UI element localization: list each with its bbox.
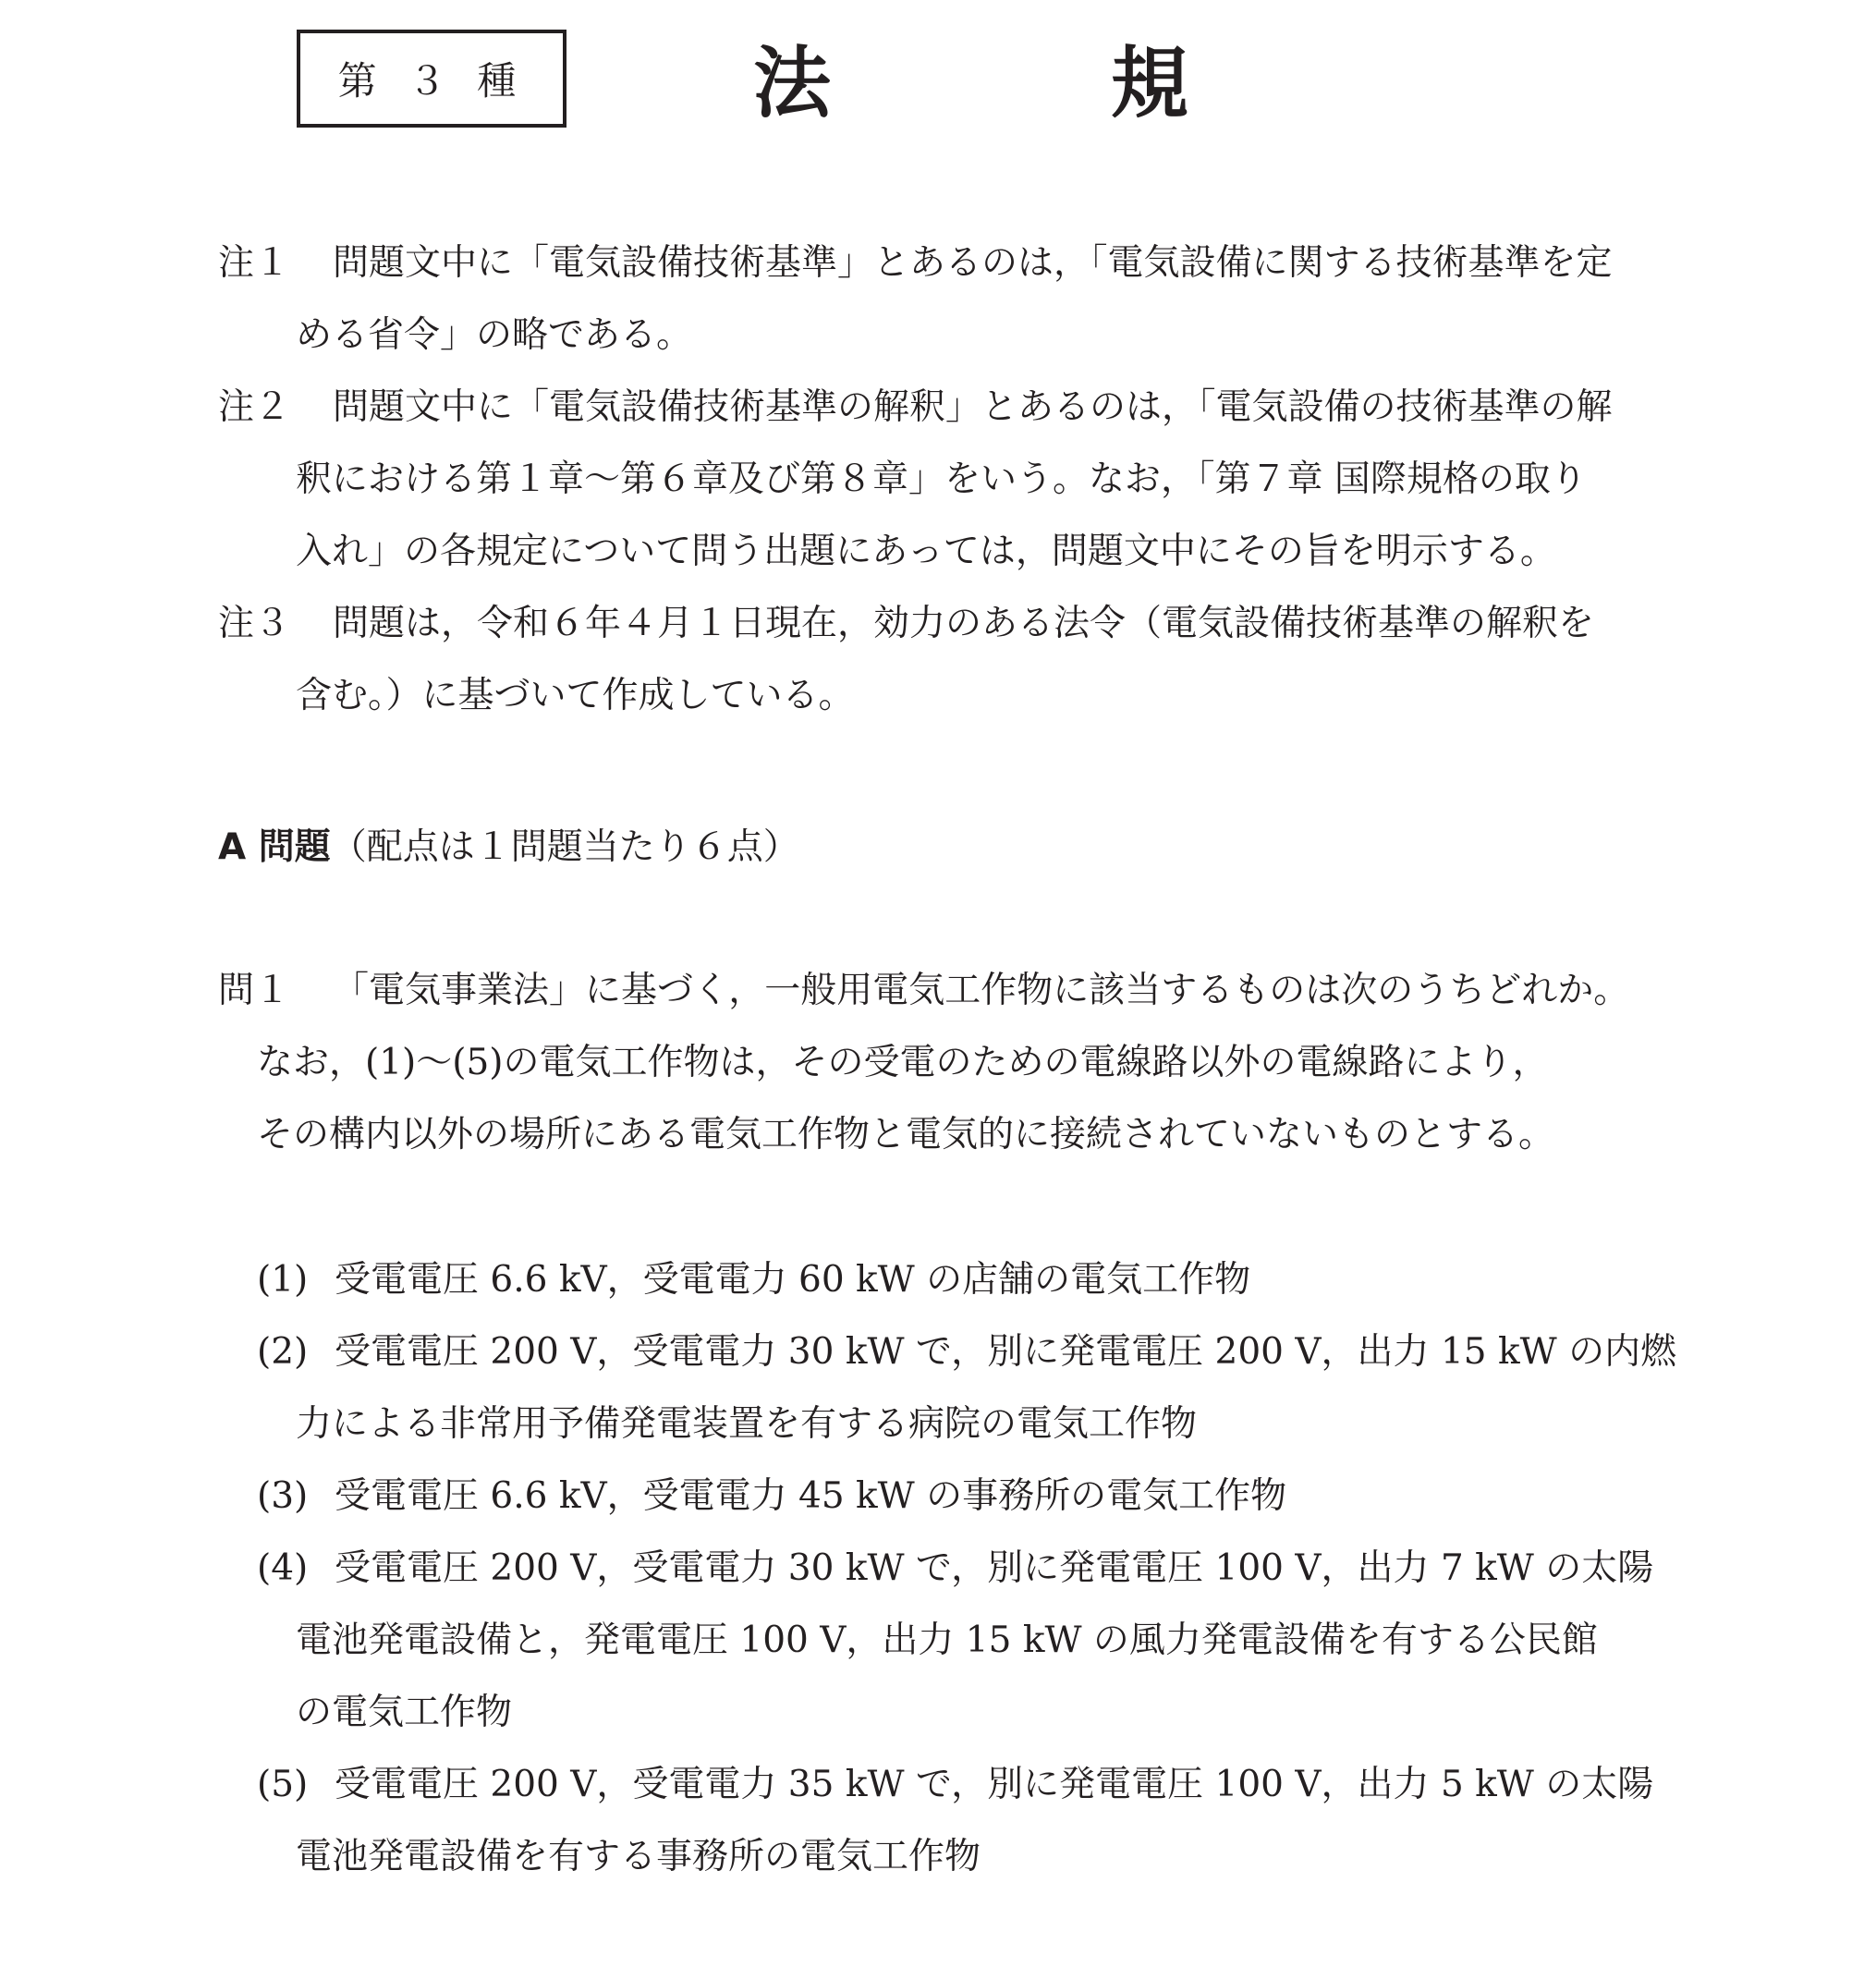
note-1-label: 注１	[218, 242, 291, 284]
section-heading	[218, 812, 799, 884]
note-3-line-2: 含む。）に基づいて作成している。	[296, 675, 855, 716]
note-2-line-3: 入れ」の各規定について問う出題にあっては，問題文中にその旨を明示する。	[296, 531, 1556, 572]
choice-2-number: (2)	[257, 1331, 309, 1373]
choice-4	[257, 1533, 1662, 1749]
section-heading-title: A 問題	[218, 826, 331, 868]
grade-box	[297, 30, 566, 128]
choice-5-text-1: 受電電圧 200 V，受電電力 35 kW で，別に発電電圧 100 V，出力 5 kW の太陽	[335, 1764, 1654, 1805]
choice-2-text-1: 受電電圧 200 V，受電電力 30 kW で，別に発電電圧 200 V，出力 15 kW の内燃	[335, 1331, 1677, 1373]
note-1-text-1: 問題文中に「電気設備技術基準」とあるのは，「電気設備に関する技術基準を定	[333, 242, 1613, 284]
question-1-label: 問１	[218, 970, 291, 1011]
note-2-label: 注２	[218, 386, 291, 428]
choice-5	[257, 1749, 1662, 1893]
choice-3-number: (3)	[257, 1475, 309, 1517]
choice-1	[257, 1244, 1662, 1316]
grade-label: 第 ３ 種	[337, 58, 526, 104]
choice-4-number: (4)	[257, 1547, 309, 1589]
choice-5-text-2: 電池発電設備を有する事務所の電気工作物	[296, 1836, 981, 1877]
question-1-line-1	[218, 955, 1660, 1027]
question-1	[218, 955, 1660, 1171]
choice-4-text-3: の電気工作物	[296, 1692, 513, 1733]
choice-2-text-2: 力による非常用予備発電装置を有する病院の電気工作物	[296, 1403, 1198, 1445]
choice-5-number: (5)	[257, 1764, 309, 1805]
note-1	[218, 227, 1660, 372]
choice-4-text-2: 電池発電設備と，発電電圧 100 V，出力 15 kW の風力発電設備を有する公民館	[296, 1620, 1598, 1661]
note-2-line-1	[218, 372, 1660, 444]
note-3-label: 注３	[218, 603, 291, 644]
note-2	[218, 372, 1660, 588]
note-2-line-2: 釈における第１章〜第６章及び第８章」をいう。なお，「第７章 国際規格の取り	[296, 458, 1587, 500]
subject-title-char-1: 法	[753, 38, 832, 128]
note-1-line-2: める省令」の略である。	[296, 314, 693, 356]
note-3-line-1	[218, 588, 1660, 660]
question-1-line-2: なお，(1)〜(5)の電気工作物は，その受電のための電線路以外の電線路により，	[257, 1042, 1549, 1083]
answer-choices	[257, 1244, 1677, 1893]
note-1-line-1	[218, 227, 1660, 299]
note-3	[218, 588, 1660, 732]
note-2-text-1: 問題文中に「電気設備技術基準の解釈」とあるのは，「電気設備の技術基準の解	[333, 386, 1613, 428]
question-1-text-1: 「電気事業法」に基づく，一般用電気工作物に該当するものは次のうちどれか。	[333, 970, 1630, 1011]
choice-3-text-1: 受電電圧 6.6 kV，受電電力 45 kW の事務所の電気工作物	[335, 1475, 1287, 1517]
choice-3	[257, 1461, 1662, 1533]
choice-1-text-1: 受電電圧 6.6 kV，受電電力 60 kW の店舗の電気工作物	[335, 1259, 1251, 1301]
choice-4-text-1: 受電電圧 200 V，受電電力 30 kW で，別に発電電圧 100 V，出力 7 kW の太陽	[335, 1547, 1654, 1589]
choice-2	[257, 1316, 1677, 1461]
choice-1-number: (1)	[257, 1259, 309, 1301]
question-1-line-3: その構内以外の場所にある電気工作物と電気的に接続されていないものとする。	[257, 1114, 1555, 1155]
section-heading-points: （配点は１問題当たり６点）	[330, 826, 799, 868]
note-3-text-1: 問題は，令和６年４月１日現在，効力のある法令（電気設備技術基準の解釈を	[333, 603, 1595, 644]
subject-title-char-2: 規	[1111, 38, 1189, 128]
